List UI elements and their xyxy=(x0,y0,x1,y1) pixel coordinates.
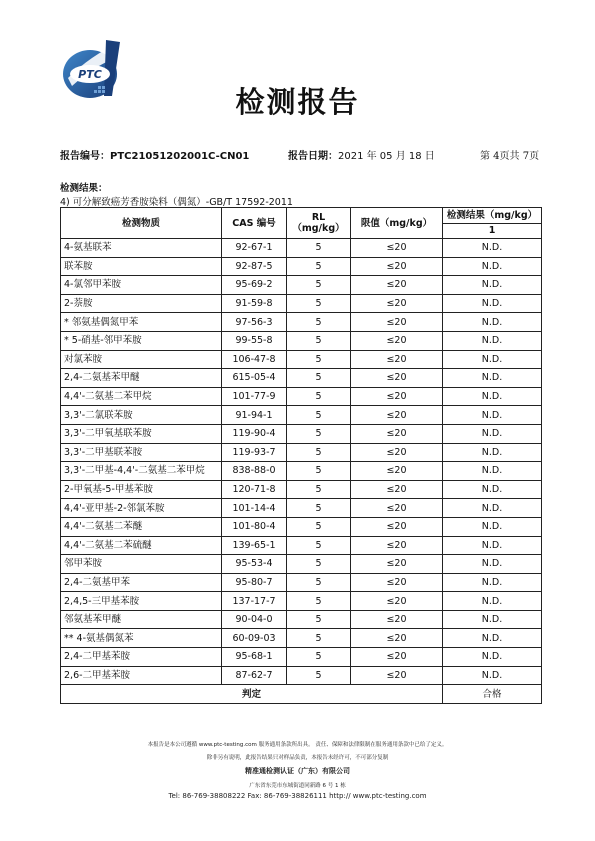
cell-cas: 97-56-3 xyxy=(222,313,287,332)
table-row xyxy=(61,294,542,313)
cell-limit: ≤20 xyxy=(351,350,443,369)
cell-limit: ≤20 xyxy=(351,276,443,295)
table-row xyxy=(61,555,542,574)
table-row xyxy=(61,573,542,592)
cell-result: N.D. xyxy=(443,536,542,555)
cell-rl: 5 xyxy=(287,648,351,667)
cell-result: N.D. xyxy=(443,350,542,369)
report-date: 报告日期：2021 年 05 月 18 日 xyxy=(288,151,435,162)
cell-limit: ≤20 xyxy=(351,387,443,406)
results-table xyxy=(60,207,542,704)
cell-cas: 90-04-0 xyxy=(222,610,287,629)
cell-substance: 3,3'-二氯联苯胺 xyxy=(61,406,222,425)
cell-cas: 60-09-03 xyxy=(222,629,287,648)
cell-result: N.D. xyxy=(443,331,542,350)
cell-result: N.D. xyxy=(443,443,542,462)
table-row xyxy=(61,629,542,648)
cell-result: N.D. xyxy=(443,573,542,592)
cell-substance: 2,4,5-三甲基苯胺 xyxy=(61,592,222,611)
cell-result: N.D. xyxy=(443,387,542,406)
cell-rl: 5 xyxy=(287,610,351,629)
cell-cas: 139-65-1 xyxy=(222,536,287,555)
cell-cas: 91-94-1 xyxy=(222,406,287,425)
cell-rl: 5 xyxy=(287,313,351,332)
footer-note: 除非另有说明，此报告结果只对样品负责，本报告未经许可，不可部分复制 xyxy=(206,755,389,761)
cell-substance: 4,4'-亚甲基-2-邻氯苯胺 xyxy=(61,499,222,518)
cell-result: N.D. xyxy=(443,462,542,481)
cell-rl: 5 xyxy=(287,294,351,313)
cell-cas: 92-67-1 xyxy=(222,239,287,258)
table-row xyxy=(61,239,542,258)
cell-cas: 119-90-4 xyxy=(222,424,287,443)
table-row xyxy=(61,369,542,388)
table-row xyxy=(61,462,542,481)
cell-cas: 615-05-4 xyxy=(222,369,287,388)
cell-limit: ≤20 xyxy=(351,648,443,667)
cell-limit: ≤20 xyxy=(351,610,443,629)
cell-rl: 5 xyxy=(287,480,351,499)
report-number: 报告编号：PTC21051202001C-CN01 xyxy=(60,151,250,162)
cell-result: N.D. xyxy=(443,294,542,313)
table-row xyxy=(61,648,542,667)
cell-limit: ≤20 xyxy=(351,443,443,462)
cell-limit: ≤20 xyxy=(351,313,443,332)
cell-cas: 91-59-8 xyxy=(222,294,287,313)
table-row xyxy=(61,276,542,295)
header-limit: 限值（mg/kg） xyxy=(351,208,443,239)
cell-substance: 2-甲氧基-5-甲基苯胺 xyxy=(61,480,222,499)
cell-cas: 101-14-4 xyxy=(222,499,287,518)
cell-limit: ≤20 xyxy=(351,406,443,425)
cell-limit: ≤20 xyxy=(351,517,443,536)
footer-contact: Tel: 86-769-38808222 Fax: 86-769-38826111 http:// www.ptc-testing.com xyxy=(168,792,427,800)
header-result: 检测结果（mg/kg） xyxy=(443,208,542,224)
cell-cas: 137-17-7 xyxy=(222,592,287,611)
cell-rl: 5 xyxy=(287,406,351,425)
page-title: 检测报告 xyxy=(235,85,360,119)
cell-limit: ≤20 xyxy=(351,555,443,574)
table-row xyxy=(61,499,542,518)
table-row xyxy=(61,257,542,276)
cell-result: N.D. xyxy=(443,666,542,685)
cell-substance: 3,3'-二甲基-4,4'-二氨基二苯甲烷 xyxy=(61,462,222,481)
cell-substance: 2,4-二甲基苯胺 xyxy=(61,648,222,667)
cell-cas: 95-69-2 xyxy=(222,276,287,295)
cell-substance: 4,4'-二氨基二苯硫醚 xyxy=(61,536,222,555)
cell-substance: 4-氨基联苯 xyxy=(61,239,222,258)
cell-limit: ≤20 xyxy=(351,331,443,350)
cell-cas: 87-62-7 xyxy=(222,666,287,685)
cell-rl: 5 xyxy=(287,555,351,574)
cell-substance: 联苯胺 xyxy=(61,257,222,276)
cell-result: N.D. xyxy=(443,480,542,499)
cell-result: N.D. xyxy=(443,369,542,388)
cell-limit: ≤20 xyxy=(351,536,443,555)
cell-cas: 95-53-4 xyxy=(222,555,287,574)
cell-result: N.D. xyxy=(443,257,542,276)
section-label: 检测结果： xyxy=(60,183,108,194)
table-row xyxy=(61,424,542,443)
cell-cas: 95-80-7 xyxy=(222,573,287,592)
cell-cas: 101-80-4 xyxy=(222,517,287,536)
cell-substance: 2,4-二氨基甲苯 xyxy=(61,573,222,592)
cell-limit: ≤20 xyxy=(351,257,443,276)
cell-rl: 5 xyxy=(287,387,351,406)
cell-substance: ** 4-氨基偶氮苯 xyxy=(61,629,222,648)
header-substance: 检测物质 xyxy=(61,208,222,239)
cell-substance: 邻甲苯胺 xyxy=(61,555,222,574)
table-row xyxy=(61,610,542,629)
cell-result: N.D. xyxy=(443,424,542,443)
table-row xyxy=(61,313,542,332)
table-row xyxy=(61,331,542,350)
cell-limit: ≤20 xyxy=(351,499,443,518)
cell-substance: * 邻氨基偶氮甲苯 xyxy=(61,313,222,332)
footer-terms: 本报告是本公司遵循 www.ptc-testing.com 服务通用条款所出具。 责任、保障和法律限制在服务通用条款中已给了定义。 xyxy=(147,742,448,748)
cell-result: N.D. xyxy=(443,555,542,574)
table-row xyxy=(61,592,542,611)
cell-substance: 4-氯邻甲苯胺 xyxy=(61,276,222,295)
table-row xyxy=(61,517,542,536)
table-row xyxy=(61,536,542,555)
cell-result: N.D. xyxy=(443,313,542,332)
judgement-value: 合格 xyxy=(443,685,542,704)
cell-result: N.D. xyxy=(443,406,542,425)
cell-cas: 119-93-7 xyxy=(222,443,287,462)
cell-rl: 5 xyxy=(287,629,351,648)
cell-limit: ≤20 xyxy=(351,573,443,592)
table-row xyxy=(61,443,542,462)
cell-substance: 4,4'-二氨基二苯甲烷 xyxy=(61,387,222,406)
cell-substance: 2,4-二氨基苯甲醚 xyxy=(61,369,222,388)
cell-result: N.D. xyxy=(443,499,542,518)
cell-substance: 3,3'-二甲基联苯胺 xyxy=(61,443,222,462)
cell-result: N.D. xyxy=(443,276,542,295)
cell-rl: 5 xyxy=(287,462,351,481)
cell-limit: ≤20 xyxy=(351,424,443,443)
cell-cas: 95-68-1 xyxy=(222,648,287,667)
cell-limit: ≤20 xyxy=(351,666,443,685)
cell-substance: 2-萘胺 xyxy=(61,294,222,313)
footer-company: 精准通检测认证（广东）有限公司 xyxy=(245,767,350,775)
table-row xyxy=(61,480,542,499)
judgement-label: 判定 xyxy=(61,685,443,704)
cell-result: N.D. xyxy=(443,629,542,648)
cell-rl: 5 xyxy=(287,592,351,611)
cell-cas: 838-88-0 xyxy=(222,462,287,481)
cell-rl: 5 xyxy=(287,350,351,369)
cell-limit: ≤20 xyxy=(351,239,443,258)
table-row xyxy=(61,666,542,685)
section-item: 4) 可分解致癌芳香胺染料（偶氮）-GB/T 17592-2011 xyxy=(60,197,293,208)
cell-rl: 5 xyxy=(287,424,351,443)
cell-substance: * 5-硝基-邻甲苯胺 xyxy=(61,331,222,350)
cell-result: N.D. xyxy=(443,648,542,667)
cell-result: N.D. xyxy=(443,592,542,611)
cell-limit: ≤20 xyxy=(351,629,443,648)
header-result-sub: 1 xyxy=(443,223,542,239)
cell-rl: 5 xyxy=(287,666,351,685)
cell-rl: 5 xyxy=(287,573,351,592)
cell-cas: 106-47-8 xyxy=(222,350,287,369)
cell-rl: 5 xyxy=(287,276,351,295)
cell-rl: 5 xyxy=(287,499,351,518)
cell-substance: 邻氨基苯甲醚 xyxy=(61,610,222,629)
table-row xyxy=(61,350,542,369)
cell-result: N.D. xyxy=(443,517,542,536)
footer-address: 广东省东莞市东城街道同新路 6 号 1 栋 xyxy=(249,783,346,789)
logo-text: PTC xyxy=(78,68,102,81)
cell-substance: 4,4'-二氨基二苯醚 xyxy=(61,517,222,536)
table-row xyxy=(61,406,542,425)
cell-cas: 99-55-8 xyxy=(222,331,287,350)
cell-substance: 3,3'-二甲氧基联苯胺 xyxy=(61,424,222,443)
cell-limit: ≤20 xyxy=(351,294,443,313)
cell-rl: 5 xyxy=(287,257,351,276)
cell-limit: ≤20 xyxy=(351,462,443,481)
cell-result: N.D. xyxy=(443,610,542,629)
cell-rl: 5 xyxy=(287,331,351,350)
cell-substance: 2,6-二甲基苯胺 xyxy=(61,666,222,685)
cell-cas: 92-87-5 xyxy=(222,257,287,276)
header-cas: CAS 编号 xyxy=(222,208,287,239)
cell-rl: 5 xyxy=(287,536,351,555)
cell-rl: 5 xyxy=(287,517,351,536)
cell-cas: 101-77-9 xyxy=(222,387,287,406)
table-row xyxy=(61,387,542,406)
cell-rl: 5 xyxy=(287,239,351,258)
cell-limit: ≤20 xyxy=(351,592,443,611)
cell-rl: 5 xyxy=(287,369,351,388)
cell-result: N.D. xyxy=(443,239,542,258)
cell-cas: 120-71-8 xyxy=(222,480,287,499)
cell-rl: 5 xyxy=(287,443,351,462)
cell-limit: ≤20 xyxy=(351,480,443,499)
header-rl: RL （mg/kg） xyxy=(287,208,351,239)
cell-limit: ≤20 xyxy=(351,369,443,388)
report-meta xyxy=(60,147,540,161)
page-number: 第 4页共 7页 xyxy=(480,151,540,162)
cell-substance: 对氯苯胺 xyxy=(61,350,222,369)
